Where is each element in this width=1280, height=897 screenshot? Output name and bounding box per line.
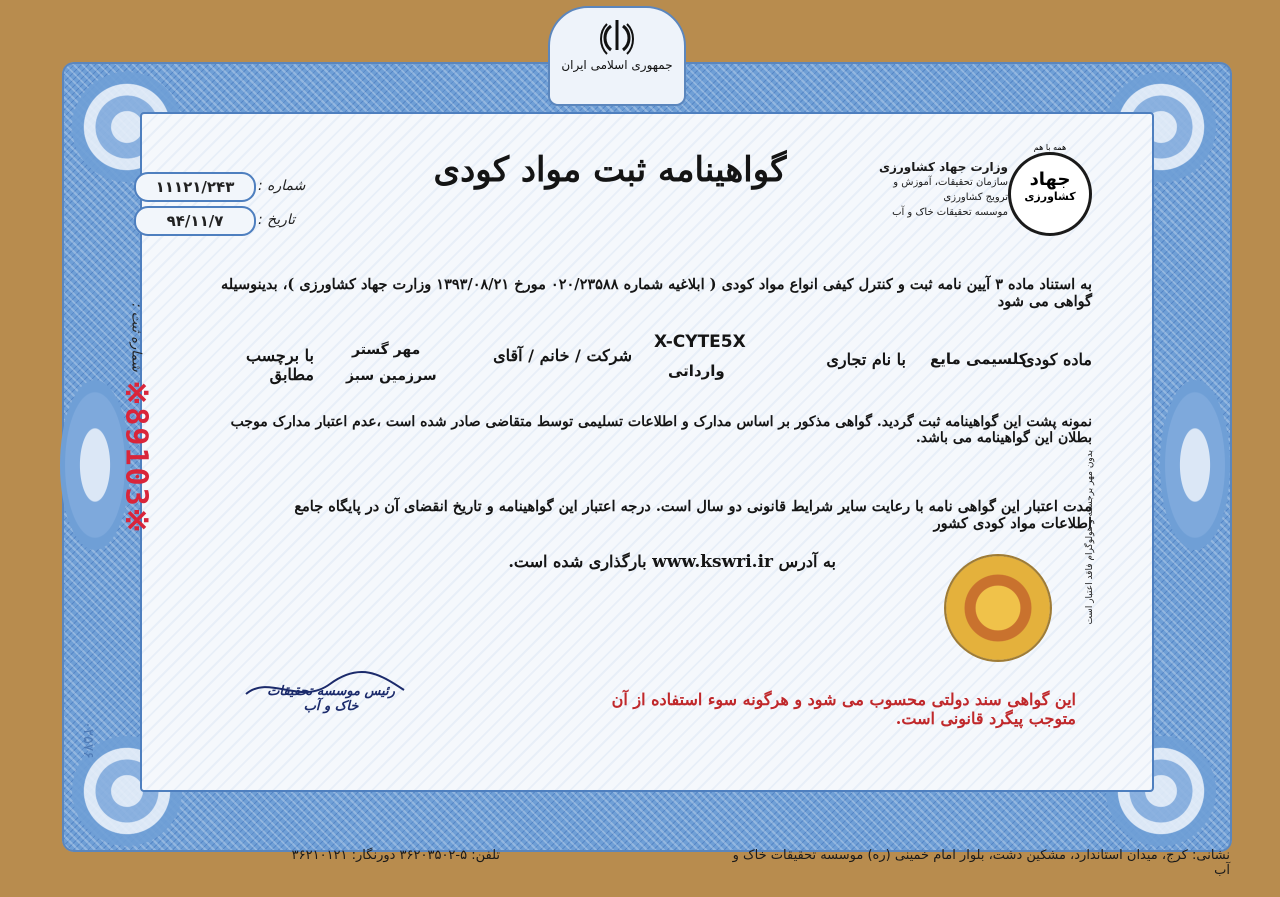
address-prefix: به آدرس — [778, 552, 836, 571]
date-label: تاریخ : — [258, 212, 296, 228]
ministry-logo — [1008, 143, 1092, 236]
address-suffix: بارگذاری شده است. — [508, 552, 647, 571]
iran-emblem-icon — [599, 16, 635, 56]
company-label: شرکت / خانم / آقای — [493, 346, 632, 365]
body-line-3: نمونه پشت این گواهینامه ثبت گردید. گواهی مذکور بر اساس مدارک و اطلاعات تسلیمی توسط متقاضی صادر شده است ،عدم اعتبار مدارک موجب بطلان این گواهینامه می باشد. — [230, 414, 1092, 446]
registration-number-block — [116, 300, 156, 600]
state-emblem — [548, 6, 686, 106]
brand-value: X-CYTE5X — [654, 332, 746, 352]
number-field: ۱۱۱۲۱/۲۴۳ — [134, 172, 256, 202]
ministry-line: سازمان تحقیقات، آموزش و ترویج کشاورزی — [893, 177, 1008, 203]
website-link[interactable]: www.kswri.ir — [652, 552, 773, 572]
ministry-logo-subtitle: کشاورزی — [1024, 190, 1076, 203]
hologram-note: بدون مهر برجسته و هولوگرام فاقد اعتبار است — [1085, 450, 1095, 625]
registration-label: شماره ثبت : — [128, 303, 144, 372]
ministry-line: وزارت جهاد کشاورزی — [878, 160, 1008, 174]
material-label: ماده کودی — [1021, 350, 1092, 369]
company-value-line-2: سرزمین سبز — [346, 368, 437, 384]
ministry-line: موسسه تحقیقات خاک و آب — [892, 207, 1008, 218]
label-match: با برچسب مطابق — [245, 346, 314, 384]
hologram-seal — [946, 556, 1050, 660]
footer-phone: تلفن: ۵-۳۶۲۰۳۵۰۲ دورنگار: ۳۶۲۱۰۱۲۱ — [291, 848, 500, 863]
body-line-5 — [496, 552, 836, 572]
date-field: ۹۴/۱۱/۷ — [134, 206, 256, 236]
company-value-line-1: مهر گستر — [352, 342, 421, 358]
page-title: گواهینامه ثبت مواد کودی — [433, 150, 787, 190]
body-line-1: به استناد ماده ۳ آیین نامه ثبت و کنترل کیفی انواع مواد کودی ( ابلاغیه شماره ۰۲۰/۲۳۵۸۸ مورخ ۱۳۹۳/۰۸/۲۱ وزارت جهاد کشاورزی )، بدینوسیله گواهی می شود — [221, 276, 1092, 310]
emblem-caption: جمهوری اسلامی ایران — [561, 58, 673, 72]
import-status: وارداتی — [668, 362, 725, 380]
signatory-title: رئیس موسسه تحقیقات خاک و آب — [267, 684, 395, 714]
material-value: کلسیمی مایع — [930, 350, 1028, 368]
serial-number: ۰۲۵۷۶ — [80, 721, 96, 759]
ministry-header — [868, 160, 1008, 220]
footer-address: نشانی: کرج، میدان استاندارد، مشکین دشت، بلوار امام خمینی (ره) موسسه تحقیقات خاک و آب — [732, 848, 1230, 878]
ministry-logo-title: جهاد — [1029, 169, 1071, 190]
brand-label: با نام تجاری — [826, 350, 906, 369]
ministry-logo-slogan: همه با هم — [1033, 143, 1067, 152]
number-label: شماره : — [258, 178, 306, 194]
registration-number: ※89103※ — [118, 380, 154, 535]
side-ornament-right — [1160, 380, 1230, 550]
legal-warning: این گواهی سند دولتی محسوب می شود و هرگونه سوء استفاده از آن متوجب پیگرد قانونی است. — [611, 690, 1076, 728]
body-line-4: مدت اعتبار این گواهی نامه با رعایت سایر شرایط قانونی دو سال است. درجه اعتبار این گواهینامه و تاریخ انقضای آن در پایگاه جامع اطلاعات مواد کودی کشور — [294, 498, 1092, 532]
